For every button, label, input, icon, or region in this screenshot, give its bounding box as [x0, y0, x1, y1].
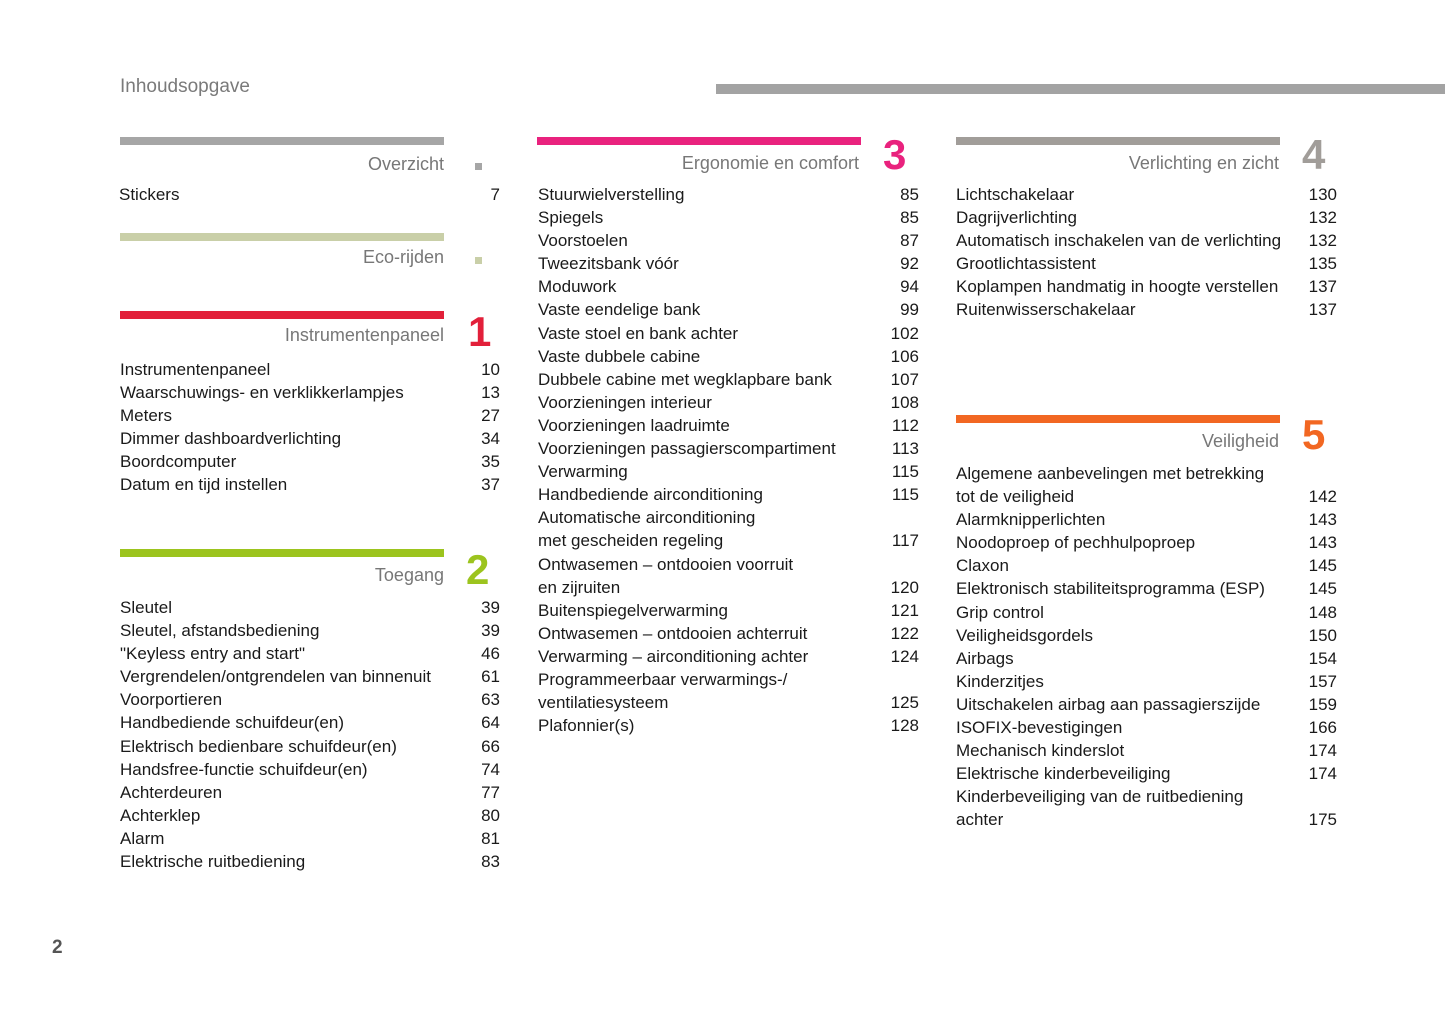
section-title: Veiligheid [1201, 431, 1279, 451]
toc-entry[interactable] [956, 739, 1337, 762]
toc-entry-page: 145 [1308, 579, 1337, 599]
toc-entry[interactable] [120, 473, 500, 496]
toc-entry[interactable] [120, 427, 500, 450]
toc-entry-page: 135 [1308, 254, 1337, 274]
toc-entry[interactable] [120, 619, 500, 642]
toc-entry-title: Spiegels [538, 208, 604, 228]
toc-entry[interactable] [538, 275, 919, 298]
section-4 [956, 131, 1326, 178]
toc-entry[interactable] [538, 183, 919, 206]
toc-entry[interactable] [956, 647, 1337, 670]
toc-entry[interactable] [538, 506, 919, 552]
toc-entry[interactable] [120, 596, 500, 619]
toc-entry-page: 113 [891, 439, 919, 459]
toc-entry-page: 83 [481, 852, 500, 872]
toc-entry-title: Alarmknipperlichten [956, 510, 1106, 530]
toc-entry[interactable] [120, 642, 500, 665]
toc-list-1 [120, 358, 500, 497]
toc-entry-title: Dimmer dashboardverlichting [120, 429, 342, 449]
section-eco-rijden [120, 233, 444, 273]
toc-entry-title: Automatisch inschakelen van de verlichting [956, 231, 1282, 251]
toc-entry-title: Handbediende airconditioning [538, 485, 763, 505]
section-marker-icon [475, 257, 482, 264]
section-overzicht [120, 137, 444, 177]
toc-entry-title: Instrumentenpaneel [120, 360, 271, 379]
toc-entry[interactable] [956, 229, 1337, 252]
section-title: Ergonomie en comfort [681, 153, 859, 173]
toc-entry-title: Buitenspiegelverwarming [538, 600, 728, 620]
toc-entry-page: 166 [1308, 718, 1337, 738]
toc-entry-page: 174 [1308, 764, 1337, 784]
toc-entry[interactable] [120, 711, 500, 734]
toc-entry-page: 115 [891, 485, 919, 505]
toc-entry-title: Grip control [956, 602, 1044, 622]
toc-entry-page: 92 [900, 254, 919, 274]
toc-entry-page: 107 [890, 369, 919, 389]
toc-entry-title: Dubbele cabine met wegklapbare bank [538, 369, 832, 389]
toc-entry-page: 39 [481, 621, 500, 641]
section-marker-icon [475, 163, 482, 170]
toc-entry[interactable] [956, 508, 1337, 531]
toc-list-2 [120, 596, 500, 873]
page-number: 2 [52, 937, 63, 958]
toc-entry-title: Noodoproep of pechhulpoproep [956, 533, 1196, 553]
toc-entry[interactable] [538, 645, 919, 668]
toc-entry-page: 174 [1308, 741, 1337, 761]
toc-entry-title: Handbediende schuifdeur(en) [120, 713, 344, 733]
toc-entry-title: Kinderzitjes [956, 671, 1044, 691]
toc-entry[interactable] [120, 381, 500, 404]
toc-entry-page: 46 [481, 644, 500, 664]
toc-entry[interactable] [538, 668, 919, 714]
toc-entry-page: 10 [481, 360, 500, 379]
toc-entry-page: 159 [1308, 694, 1337, 714]
toc-entry-title: Plafonnier(s) [538, 716, 635, 736]
toc-entry-page: 74 [481, 759, 500, 779]
toc-entry-title: Sleutel, afstandsbediening [120, 621, 320, 641]
toc-entry-title: Voorzieningen interieur [538, 392, 712, 412]
toc-entry-page: 128 [890, 716, 919, 736]
toc-entry-title: Algemene aanbevelingen met betrekking tot de veiligheid [956, 464, 1265, 507]
toc-entry-page: 143 [1308, 510, 1337, 530]
toc-entry[interactable] [120, 781, 500, 804]
section-5 [956, 411, 1326, 458]
toc-entry[interactable] [956, 206, 1337, 229]
toc-entry[interactable] [120, 358, 500, 381]
toc-entry-title: Vaste stoel en bank achter [538, 323, 739, 343]
section-title: Overzicht [367, 154, 444, 174]
toc-entry[interactable] [956, 554, 1337, 577]
toc-entry[interactable] [120, 827, 500, 850]
section-number: 4 [1302, 131, 1326, 178]
toc-entry-title: Automatische airconditioning met gescheiden regeling [538, 508, 756, 551]
toc-entry[interactable] [956, 183, 1337, 206]
toc-entry-title: Ontwasemen – ontdooien voorruit en zijruiten [538, 554, 794, 597]
toc-entry-title: Ontwasemen – ontdooien achterruit [538, 623, 808, 643]
toc-entry[interactable] [956, 252, 1337, 275]
toc-entry-title: Voorstoelen [538, 231, 628, 251]
toc-entry-page: 142 [1308, 487, 1337, 507]
section-bar [120, 311, 444, 319]
toc-entry-title: Elektronisch stabiliteitsprogramma (ESP) [956, 579, 1265, 599]
toc-entry[interactable] [538, 599, 919, 622]
toc-entry[interactable] [956, 577, 1337, 600]
section-title: Verlichting en zicht [1128, 153, 1279, 173]
toc-entry[interactable] [538, 298, 919, 321]
toc-entry-title: Veiligheidsgordels [956, 625, 1094, 645]
toc-list-3 [538, 183, 919, 737]
toc-entry-title: Koplampen handmatig in hoogte verstellen [956, 277, 1279, 297]
toc-entry-page: 175 [1308, 810, 1337, 830]
toc-entry-title: Elektrische kinderbeveiliging [956, 764, 1171, 784]
section-bar [120, 549, 444, 557]
toc-entry-title: Moduwork [538, 277, 617, 297]
toc-entry-page: 132 [1308, 208, 1337, 228]
toc-entry-title: Tweezitsbank vóór [538, 254, 679, 274]
toc-entry-page: 102 [890, 323, 919, 343]
toc-entry-title: Programmeerbaar verwarmings-/ ventilatiesysteem [538, 669, 788, 713]
toc-entry-page: 80 [481, 805, 500, 825]
toc-entry-page: 7 [490, 185, 500, 204]
toc-entry[interactable] [538, 483, 919, 506]
toc-entry[interactable] [120, 404, 500, 427]
toc-entry-title: Airbags [956, 648, 1014, 668]
header-bar [716, 84, 1445, 94]
toc-entry-page: 85 [900, 185, 919, 204]
toc-entry-page: 35 [481, 452, 500, 472]
section-number: 2 [466, 546, 490, 593]
toc-entry-page: 87 [900, 231, 919, 251]
toc-entry[interactable] [538, 437, 919, 460]
toc-entry-title: Vaste dubbele cabine [538, 346, 701, 366]
toc-entry-title: Dagrijverlichting [956, 208, 1077, 228]
toc-list-4 [956, 183, 1337, 322]
toc-list-overzicht [119, 183, 500, 206]
toc-entry[interactable] [956, 462, 1337, 508]
toc-entry-page: 37 [481, 475, 500, 495]
section-number: 5 [1302, 411, 1326, 458]
section-bar [956, 137, 1280, 145]
toc-entry-title: Elektrisch bedienbare schuifdeur(en) [120, 736, 397, 756]
toc-entry[interactable] [956, 624, 1337, 647]
toc-entry-page: 99 [900, 300, 919, 320]
toc-list-5 [956, 462, 1337, 832]
toc-entry[interactable] [120, 804, 500, 827]
toc-entry[interactable] [538, 714, 919, 737]
toc-entry[interactable] [538, 345, 919, 368]
toc-entry-title: Vaste eendelige bank [538, 300, 701, 320]
toc-entry[interactable] [120, 758, 500, 781]
toc-entry[interactable] [956, 298, 1337, 321]
toc-entry-page: 85 [900, 208, 919, 228]
toc-entry-title: Stickers [119, 185, 180, 204]
section-1 [120, 308, 492, 355]
toc-entry-title: Boordcomputer [120, 452, 237, 472]
toc-entry[interactable] [538, 206, 919, 229]
toc-entry[interactable] [956, 670, 1337, 693]
toc-entry[interactable] [538, 553, 919, 599]
toc-entry-title: Lichtschakelaar [956, 185, 1075, 204]
toc-entry-title: Uitschakelen airbag aan passagierszijde [956, 694, 1261, 714]
toc-entry-title: Sleutel [120, 598, 172, 617]
toc-entry-title: Elektrische ruitbediening [120, 852, 306, 872]
toc-entry[interactable] [538, 391, 919, 414]
section-bar [537, 137, 861, 145]
toc-entry[interactable] [120, 665, 500, 688]
toc-entry-title: Kinderbeveiliging van de ruitbediening achter [956, 787, 1244, 830]
toc-entry-page: 157 [1308, 671, 1337, 691]
section-bar [956, 415, 1280, 423]
toc-entry-page: 117 [891, 531, 919, 551]
toc-entry-page: 120 [890, 577, 919, 597]
toc-entry-page: 143 [1308, 533, 1337, 553]
toc-entry-page: 61 [481, 667, 500, 687]
page-title: Inhoudsopgave [120, 76, 250, 97]
toc-entry-title: "Keyless entry and start" [120, 644, 305, 664]
toc-entry[interactable] [119, 183, 500, 206]
toc-entry[interactable] [956, 531, 1337, 554]
toc-entry-page: 39 [481, 598, 500, 617]
toc-entry[interactable] [538, 622, 919, 645]
toc-entry[interactable] [538, 414, 919, 437]
toc-entry[interactable] [956, 785, 1337, 831]
toc-entry[interactable] [956, 762, 1337, 785]
toc-entry-page: 124 [890, 646, 919, 666]
toc-entry-title: Achterdeuren [120, 782, 223, 802]
section-number: 1 [468, 308, 492, 355]
toc-entry[interactable] [538, 252, 919, 275]
toc-entry-title: Achterklep [120, 805, 201, 825]
toc-entry-title: Ruitenwisserschakelaar [956, 300, 1136, 320]
toc-entry[interactable] [956, 275, 1337, 298]
section-3 [537, 131, 907, 178]
toc-entry-page: 148 [1308, 602, 1337, 622]
toc-entry[interactable] [120, 688, 500, 711]
toc-entry-page: 64 [481, 713, 500, 733]
toc-entry[interactable] [538, 322, 919, 345]
toc-entry-title: Voorzieningen passagierscompartiment [538, 439, 836, 459]
toc-entry-page: 145 [1308, 556, 1337, 576]
toc-entry-page: 121 [890, 600, 919, 620]
toc-entry-page: 13 [481, 383, 500, 403]
section-title: Instrumentenpaneel [284, 325, 444, 345]
toc-entry[interactable] [120, 450, 500, 473]
toc-entry-page: 132 [1308, 231, 1337, 251]
toc-entry-title: Mechanisch kinderslot [956, 741, 1125, 761]
toc-entry-page: 130 [1308, 185, 1337, 204]
toc-entry-title: Verwarming – airconditioning achter [538, 646, 809, 666]
toc-entry-page: 154 [1308, 648, 1337, 668]
toc-entry-page: 34 [481, 429, 500, 449]
toc-entry-page: 137 [1308, 300, 1337, 320]
section-title: Eco-rijden [362, 247, 444, 267]
toc-entry-title: ISOFIX-bevestigingen [956, 718, 1123, 738]
toc-entry[interactable] [956, 693, 1337, 716]
section-bar [120, 233, 444, 241]
toc-entry-page: 150 [1308, 625, 1337, 645]
toc-entry-page: 63 [481, 690, 500, 710]
toc-entry-title: Grootlichtassistent [956, 254, 1096, 274]
toc-entry-title: Verwarming [538, 462, 628, 482]
toc-entry-title: Claxon [956, 556, 1009, 576]
toc-entry-page: 122 [890, 623, 919, 643]
toc-entry[interactable] [120, 850, 500, 873]
toc-entry-page: 77 [481, 782, 500, 802]
toc-entry-page: 125 [890, 693, 919, 713]
section-2 [120, 546, 490, 593]
toc-entry-page: 137 [1308, 277, 1337, 297]
toc-entry-title: Stuurwielverstelling [538, 185, 685, 204]
toc-entry-title: Voorzieningen laadruimte [538, 415, 730, 435]
section-bar [120, 137, 444, 145]
toc-entry-page: 81 [481, 828, 500, 848]
toc-entry-title: Alarm [120, 828, 165, 848]
toc-entry-title: Vergrendelen/ontgrendelen van binnenuit [120, 667, 431, 687]
toc-entry-title: Handsfree-functie schuifdeur(en) [120, 759, 368, 779]
toc-entry[interactable] [956, 601, 1337, 624]
toc-entry-title: Waarschuwings- en verklikkerlampjes [120, 383, 404, 403]
toc-entry[interactable] [956, 716, 1337, 739]
toc-entry[interactable] [538, 460, 919, 483]
toc-entry-page: 115 [891, 462, 919, 482]
toc-entry[interactable] [120, 735, 500, 758]
toc-entry-title: Datum en tijd instellen [120, 475, 288, 495]
toc-entry-page: 112 [891, 415, 919, 435]
section-number: 3 [883, 131, 907, 178]
toc-entry-title: Voorportieren [120, 690, 223, 710]
toc-entry-page: 66 [481, 736, 500, 756]
toc-entry[interactable] [538, 229, 919, 252]
toc-entry-page: 27 [481, 406, 500, 426]
toc-entry-page: 94 [900, 277, 919, 297]
toc-entry-title: Meters [120, 406, 172, 426]
toc-entry-page: 108 [890, 392, 919, 412]
toc-entry-page: 106 [890, 346, 919, 366]
toc-entry[interactable] [538, 368, 919, 391]
section-title: Toegang [374, 565, 444, 585]
